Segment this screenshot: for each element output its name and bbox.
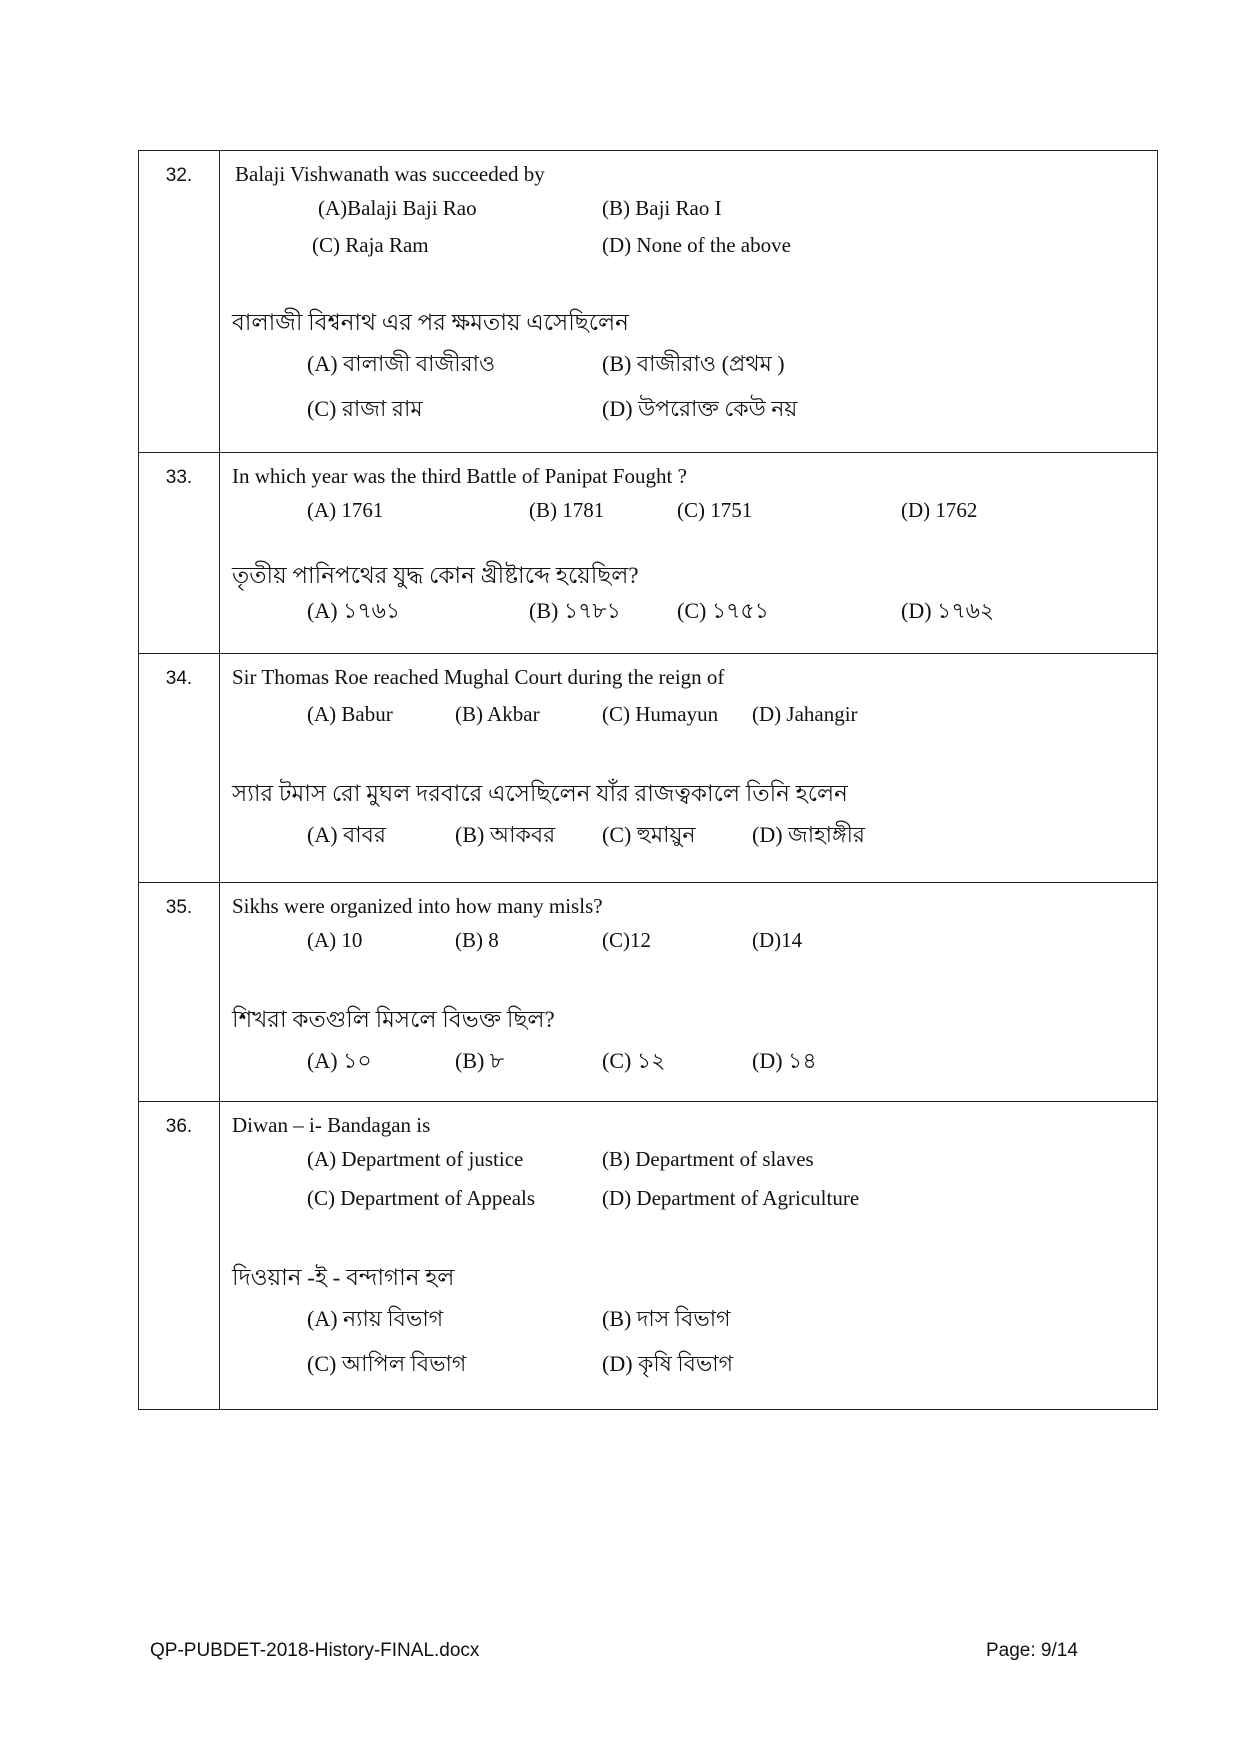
option-bn-c: (C) ১২ <box>602 1048 666 1073</box>
question-text-en: Sikhs were organized into how many misls? <box>232 894 603 918</box>
question-row <box>139 453 1158 654</box>
option-en-d: (D)14 <box>752 928 803 952</box>
question-body <box>220 883 1158 1102</box>
options-row-bn <box>232 341 1147 386</box>
option-bn-b: (B) ৮ <box>455 1048 505 1073</box>
question-text-bn: তৃতীয় পানিপথের যুদ্ধ কোন খ্রীষ্টাব্দে হয়েছিল? <box>232 563 639 588</box>
option-en-b: (B) 8 <box>455 928 499 952</box>
option-bn-c: (C) ১৭৫১ <box>677 598 769 623</box>
option-bn-a: (A) ১০ <box>307 1048 372 1073</box>
options-row-bn <box>232 386 1147 431</box>
option-bn-c: (C) রাজা রাম <box>307 396 423 421</box>
options-row-en <box>232 228 1147 265</box>
option-en-b: (B) 1781 <box>529 498 605 522</box>
option-bn-b: (B) ১৭৮১ <box>529 598 621 623</box>
question-row <box>139 1102 1158 1410</box>
footer-filename: QP-PUBDET-2018-History-FINAL.docx <box>150 1640 480 1661</box>
option-en-c: (C) Department of Appeals <box>307 1186 536 1210</box>
question-body <box>220 654 1158 883</box>
option-en-a: (A) 10 <box>307 928 363 952</box>
question-number: 35. <box>139 883 220 1102</box>
options-row-en <box>232 1181 1147 1220</box>
question-text-bn: বালাজী বিশ্বনাথ এর পর ক্ষমতায় এসেছিলেন <box>232 310 629 335</box>
option-en-d: (D) Jahangir <box>752 702 858 726</box>
option-en-c: (C) Humayun <box>602 702 719 726</box>
option-bn-c: (C) আপিল বিভাগ <box>307 1351 467 1376</box>
option-bn-b: (B) আকবর <box>455 822 556 847</box>
option-en-b: (B) Department of slaves <box>602 1147 814 1171</box>
options-row-bn <box>232 1296 1147 1341</box>
options-row-en <box>232 1142 1147 1181</box>
option-en-a: (A) Babur <box>307 702 393 726</box>
question-text-bn: দিওয়ান -ই - বন্দাগান হল <box>232 1265 455 1290</box>
option-bn-d: (D) জাহাঙ্গীর <box>752 822 866 847</box>
option-bn-a: (A) বাবর <box>307 822 387 847</box>
option-bn-d: (D) কৃষি বিভাগ <box>602 1351 734 1376</box>
question-number: 34. <box>139 654 220 883</box>
option-bn-d: (D) উপরোক্ত কেউ নয় <box>602 396 798 421</box>
option-en-c: (C) Raja Ram <box>312 233 429 257</box>
option-bn-b: (B) বাজীরাও (প্রথম ) <box>602 351 785 376</box>
option-bn-d: (D) ১৪ <box>752 1048 817 1073</box>
options-row-bn <box>232 1341 1147 1386</box>
options-row-bn <box>232 1038 1147 1083</box>
option-en-d: (D) None of the above <box>602 233 791 257</box>
option-en-b: (B) Akbar <box>455 702 540 726</box>
question-row <box>139 654 1158 883</box>
option-bn-a: (A) ১৭৬১ <box>307 598 401 623</box>
option-en-c: (C) 1751 <box>677 498 753 522</box>
option-bn-d: (D) ১৭৬২ <box>901 598 995 623</box>
question-number: 33. <box>139 453 220 654</box>
question-number: 32. <box>139 151 220 453</box>
option-en-a: (A) Department of justice <box>307 1147 524 1171</box>
option-en-a: (A) 1761 <box>307 498 384 522</box>
option-en-d: (D) Department of Agriculture <box>602 1186 860 1210</box>
question-text-bn: শিখরা কতগুলি মিসলে বিভক্ত ছিল? <box>232 1007 555 1032</box>
option-en-d: (D) 1762 <box>901 498 978 522</box>
option-bn-a: (A) ন্যায় বিভাগ <box>307 1306 444 1331</box>
question-row <box>139 151 1158 453</box>
question-text-en: Sir Thomas Roe reached Mughal Court during the reign of <box>232 665 725 689</box>
question-number: 36. <box>139 1102 220 1410</box>
options-row-en <box>232 191 1147 228</box>
options-row-bn <box>232 594 1147 630</box>
options-row-en <box>232 493 1147 532</box>
question-text-bn: স্যার টমাস রো মুঘল দরবারে এসেছিলেন যাঁর রাজত্বকালে তিনি হলেন <box>232 781 848 806</box>
question-text-en: In which year was the third Battle of Panipat Fought ? <box>232 464 687 488</box>
footer-page-number: Page: 9/14 <box>986 1640 1078 1661</box>
question-table <box>138 150 1158 1410</box>
question-body <box>220 1102 1158 1410</box>
question-body <box>220 151 1158 453</box>
option-en-c: (C)12 <box>602 928 651 952</box>
question-body <box>220 453 1158 654</box>
options-row-en <box>232 694 1147 736</box>
option-bn-b: (B) দাস বিভাগ <box>602 1306 731 1331</box>
question-text-en: Diwan – i- Bandagan is <box>232 1113 431 1137</box>
question-text-en: Balaji Vishwanath was succeeded by <box>235 162 545 186</box>
options-row-bn <box>232 812 1147 857</box>
option-en-b: (B) Baji Rao I <box>602 196 722 220</box>
option-bn-c: (C) হুমায়ুন <box>602 822 696 847</box>
option-en-a: (A)Balaji Baji Rao <box>318 196 477 220</box>
question-row <box>139 883 1158 1102</box>
options-row-en <box>232 923 1147 962</box>
option-bn-a: (A) বালাজী বাজীরাও <box>307 351 496 376</box>
